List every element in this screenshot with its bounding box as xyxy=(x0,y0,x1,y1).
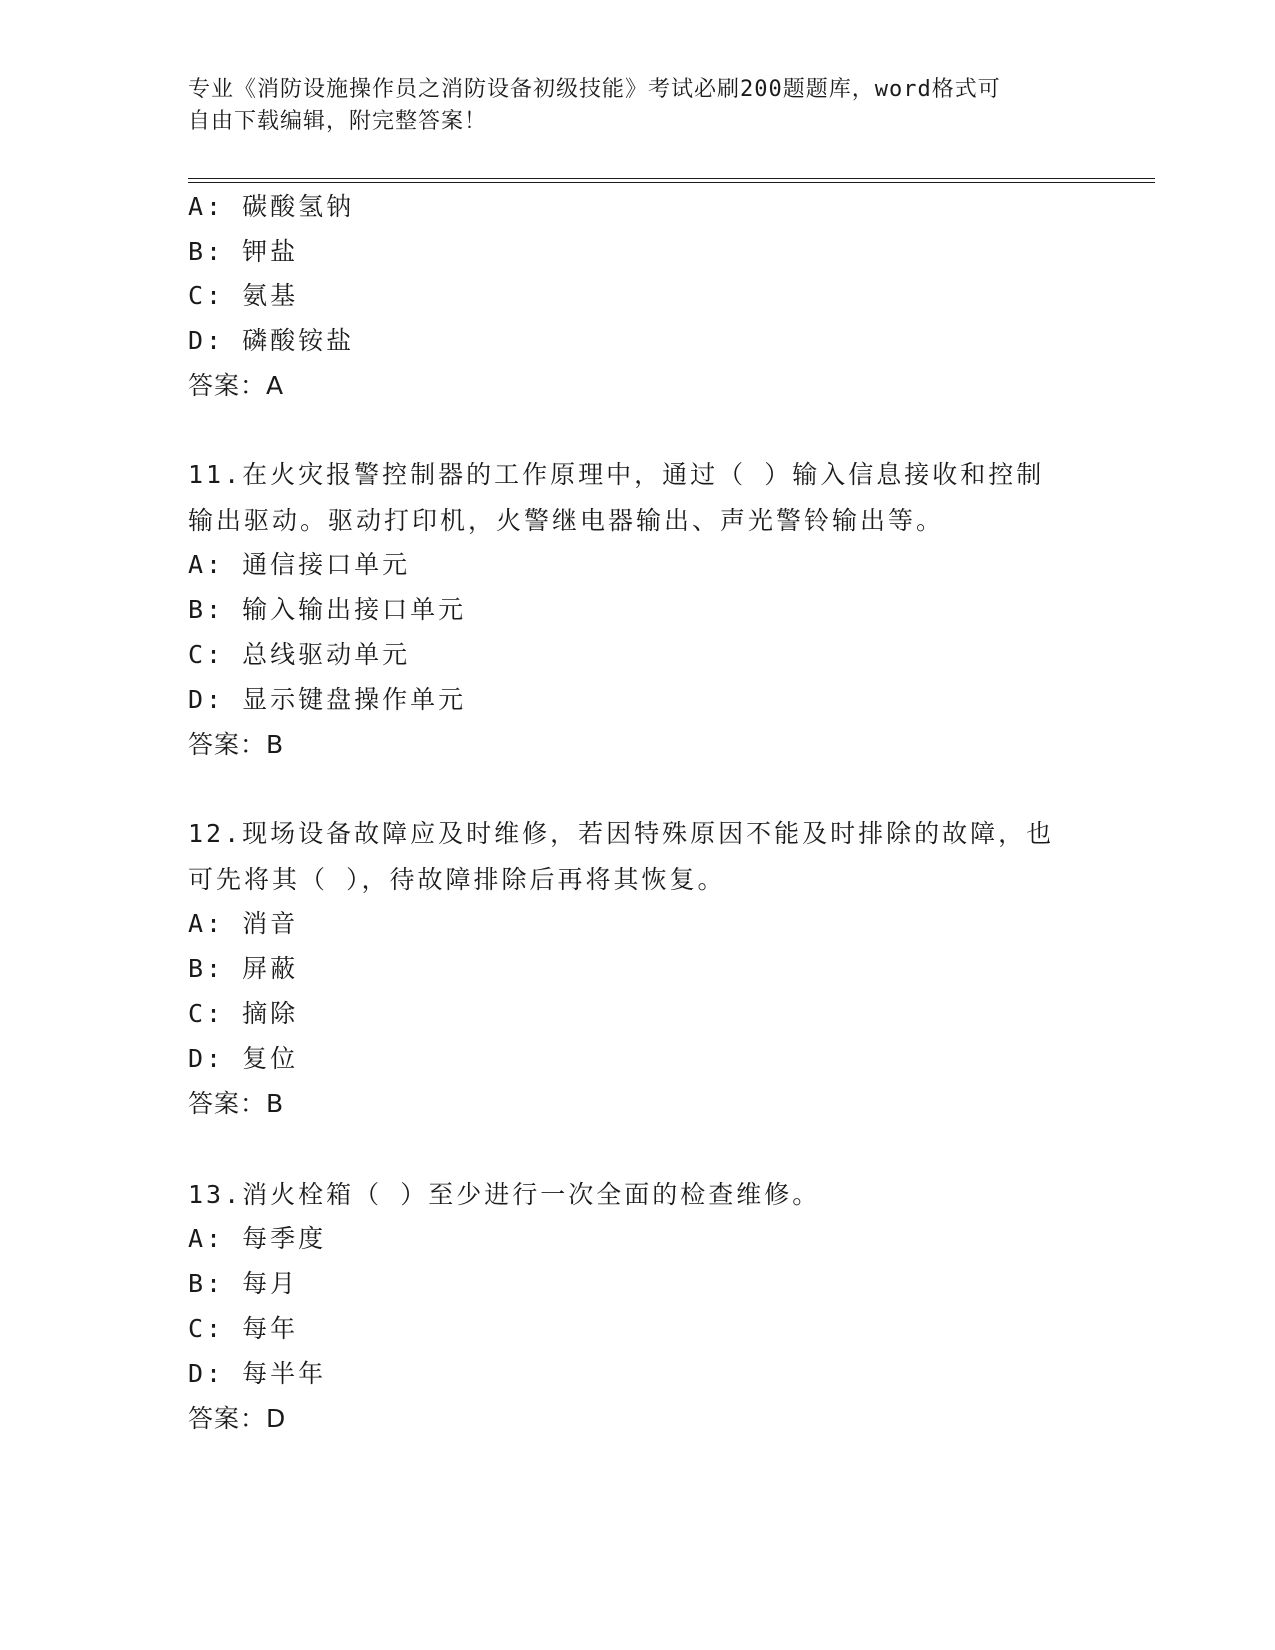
prev-option-a: A: 碳酸氢钠 xyxy=(188,192,355,221)
header-line-1: 专业《消防设施操作员之消防设备初级技能》考试必刷200题题库，word格式可 xyxy=(188,77,1001,102)
q12-stem-line-1: 12.现场设备故障应及时维修，若因特殊原因不能及时排除的故障，也 xyxy=(188,819,1055,848)
document-header xyxy=(188,74,1068,138)
q13-option-d: D: 每半年 xyxy=(188,1359,327,1388)
q12-answer: 答案：B xyxy=(188,1089,285,1118)
header-divider-bottom xyxy=(188,182,1155,183)
q11-option-d: D: 显示键盘操作单元 xyxy=(188,685,467,714)
q11-stem-line-1: 11.在火灾报警控制器的工作原理中，通过（ ）输入信息接收和控制 xyxy=(188,460,1045,489)
header-line-2: 自由下载编辑，附完整答案！ xyxy=(188,109,488,134)
q11-option-c: C: 总线驱动单元 xyxy=(188,640,411,669)
q13-option-c: C: 每年 xyxy=(188,1314,299,1343)
q13-stem-line-1: 13.消火栓箱（ ）至少进行一次全面的检查维修。 xyxy=(188,1180,821,1209)
q11-stem-line-2: 输出驱动。驱动打印机，火警继电器输出、声光警铃输出等。 xyxy=(188,506,945,535)
q12-stem-line-2: 可先将其（ ），待故障排除后再将其恢复。 xyxy=(188,865,726,894)
prev-option-c: C: 氨基 xyxy=(188,281,299,310)
q13-answer: 答案：D xyxy=(188,1404,287,1433)
header-divider-top xyxy=(188,178,1155,179)
prev-option-d: D: 磷酸铵盐 xyxy=(188,326,355,355)
q12-option-d: D: 复位 xyxy=(188,1044,299,1073)
q13-option-b: B: 每月 xyxy=(188,1269,299,1298)
q12-option-a: A: 消音 xyxy=(188,909,299,938)
q11-answer: 答案：B xyxy=(188,730,285,759)
q11-option-b: B: 输入输出接口单元 xyxy=(188,595,467,624)
q12-option-b: B: 屏蔽 xyxy=(188,954,299,983)
prev-option-b: B: 钾盐 xyxy=(188,237,299,266)
q12-option-c: C: 摘除 xyxy=(188,999,299,1028)
q11-option-a: A: 通信接口单元 xyxy=(188,550,411,579)
prev-answer: 答案：A xyxy=(188,371,285,400)
q13-option-a: A: 每季度 xyxy=(188,1224,327,1253)
